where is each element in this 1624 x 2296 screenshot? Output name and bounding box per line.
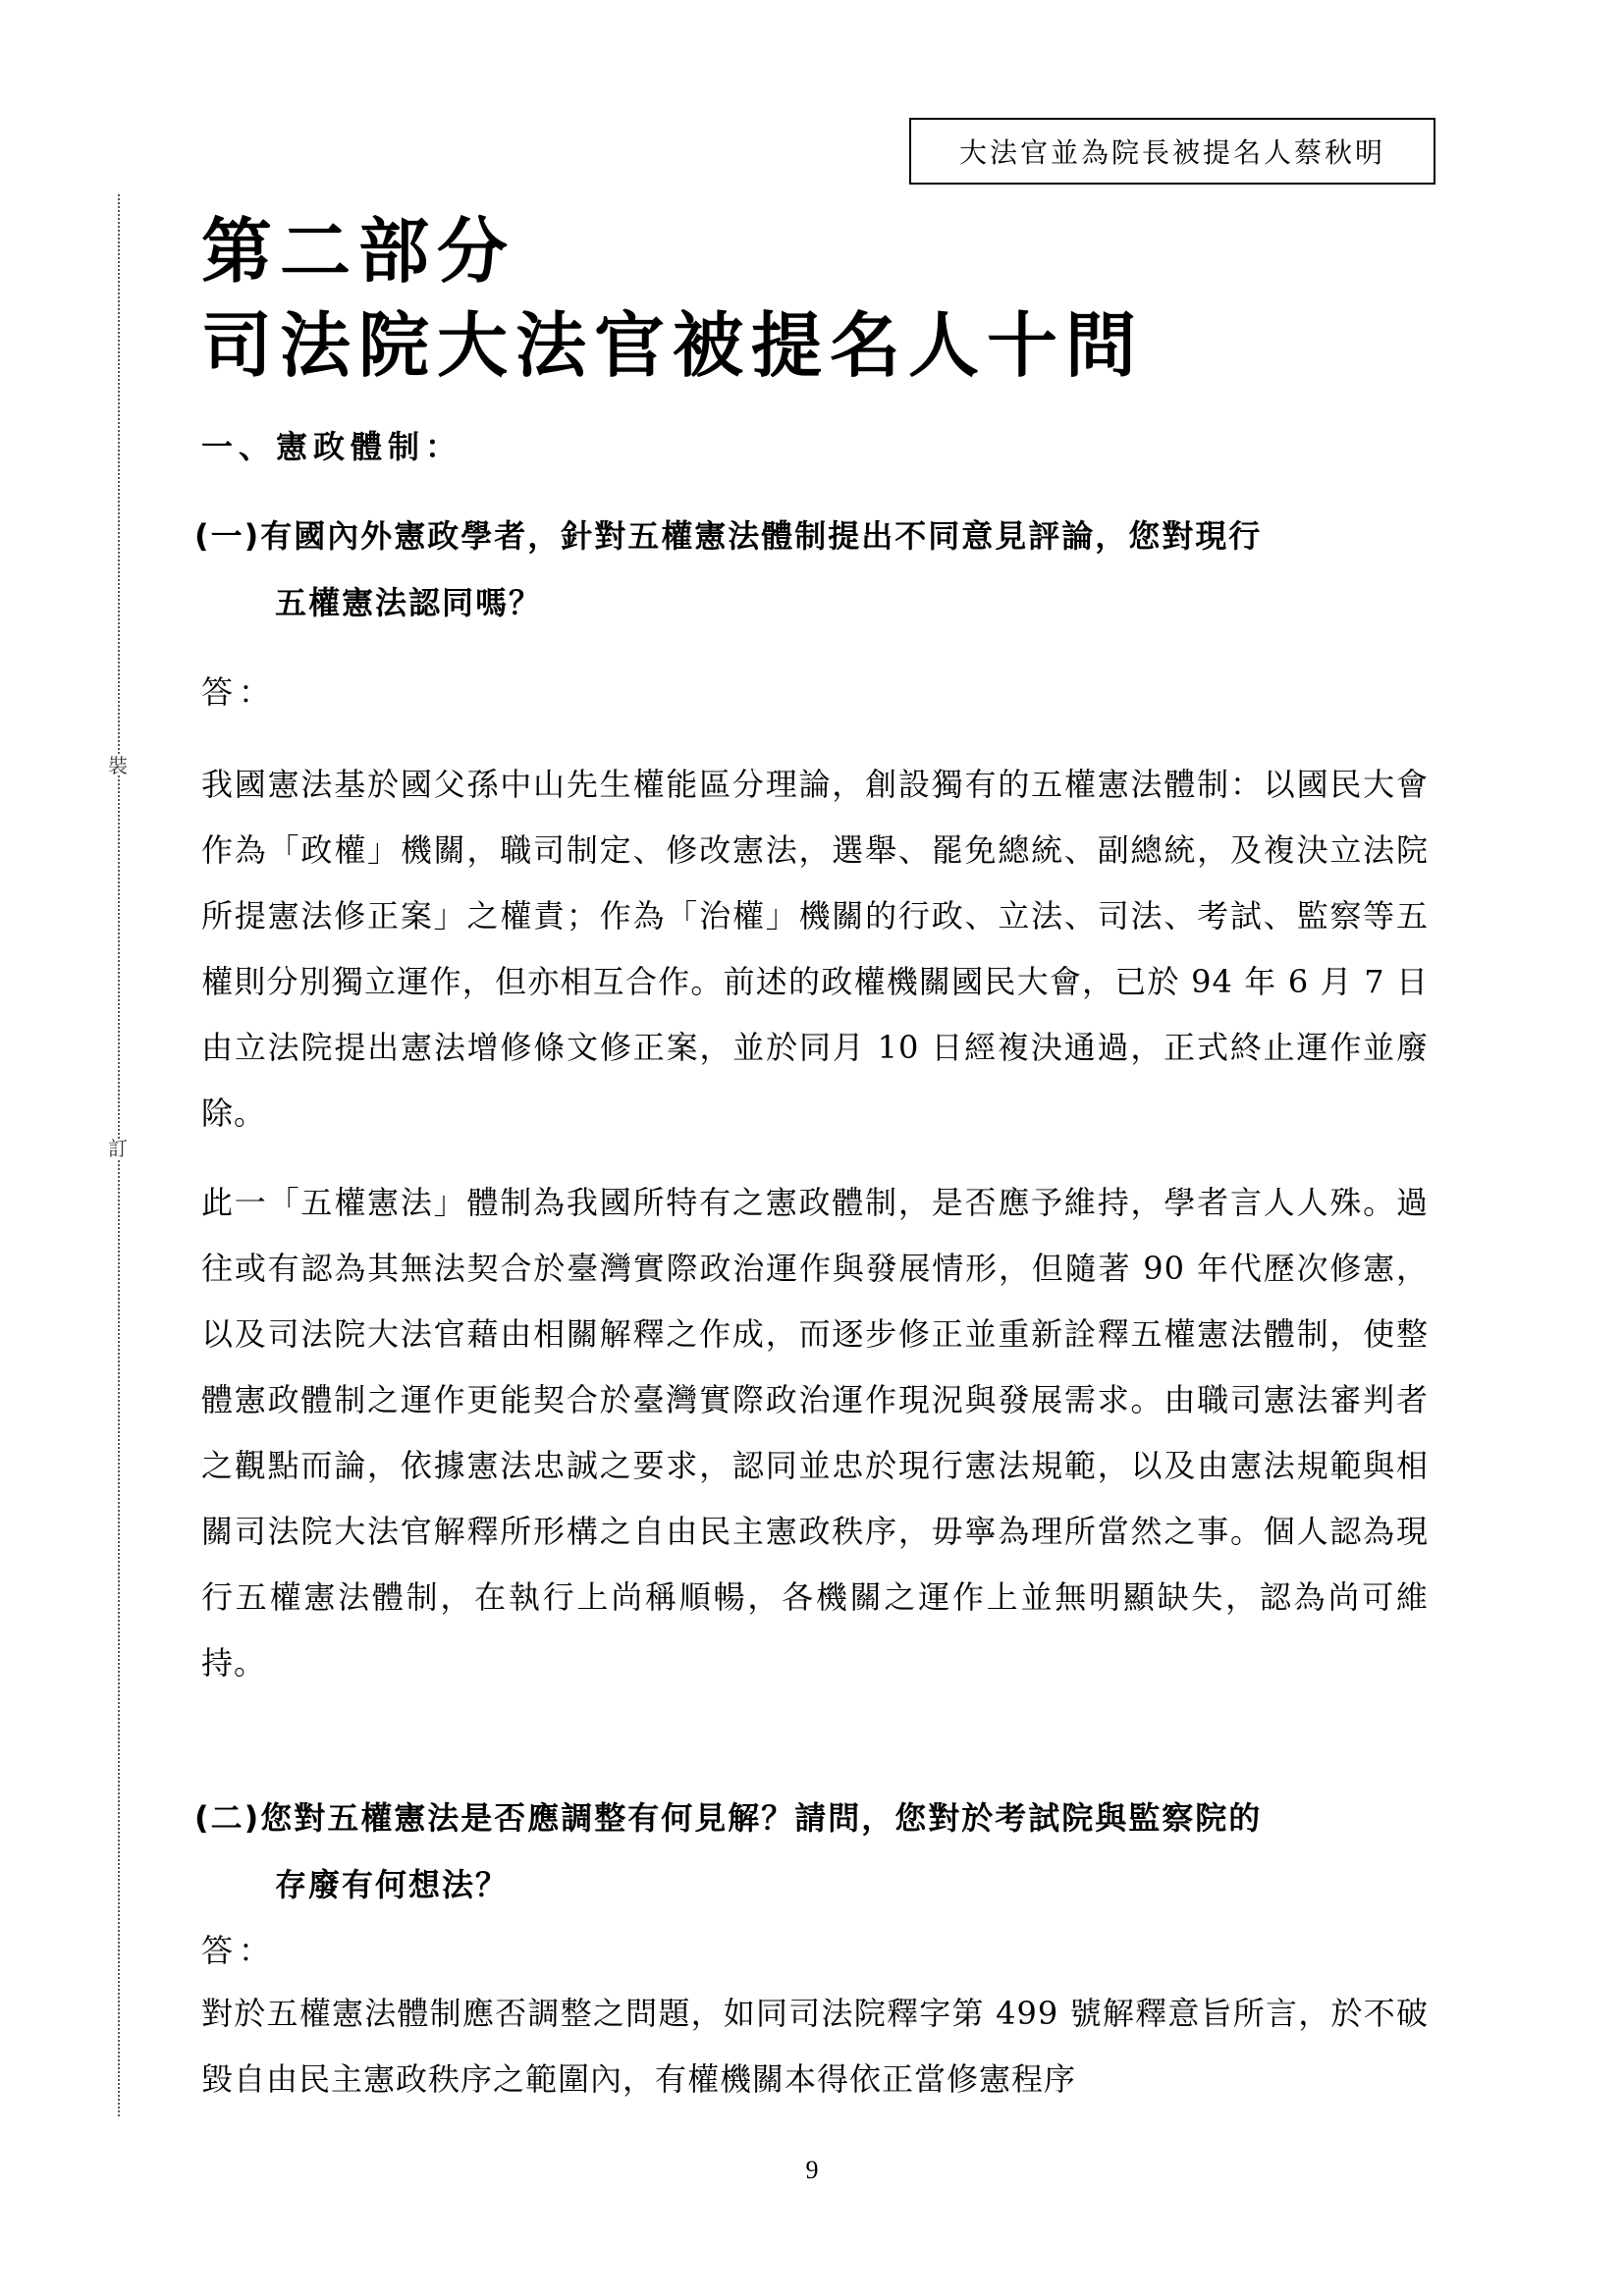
binding-mark-bottom: 訂 [108,1137,128,1160]
page-number: 9 [805,2156,819,2184]
question-1 [194,503,1430,636]
section-heading: 一、憲政體制： [201,428,463,465]
question-1-line-1: (一)有國內外憲政學者，針對五權憲法體制提出不同意見評論，您對現行 [194,517,1263,555]
answer-label-1: 答： [201,673,277,711]
nominee-header-box: 大法官並為院長被提名人蔡秋明 [909,118,1435,185]
document-title: 司法院大法官被提名人十問 [201,304,1145,387]
question-2-line-2: 存廢有何想法？ [275,1866,510,1903]
part-title: 第二部分 [201,210,516,293]
binding-mark-top: 裝 [108,754,128,777]
answer-1-paragraph-1: 我國憲法基於國父孫中山先生權能區分理論，創設獨有的五權憲法體制：以國民大會作為「政權」機關，職司制定、修改憲法，選舉、罷免總統、副總統，及複決立法院所提憲法修正案」之權責；作為「治權」機關的行政、立法、司法、考試、監察等五權則分別獨立運作，但亦相互合作。前述的政權機關國民大會，已於 94 年 6 月 7 日由立法院提出憲法增修條文修正案，並於同月 10 日經複決通過，正式終止運作並廢除。 [201,766,1429,1132]
answer-2-paragraph-1: 對於五權憲法體制應否調整之問題，如同司法院釋字第 499 號解釋意旨所言，於不破毀自由民主憲政秩序之範圍內，有權機關本得依正當修憲程序 [201,1995,1429,2098]
answer-label-2: 答： [201,1932,277,1969]
question-1-line-2: 五權憲法認同嗎？ [275,584,543,621]
answer-1-paragraph-2: 此一「五權憲法」體制為我國所特有之憲政體制，是否應予維持，學者言人人殊。過往或有認為其無法契合於臺灣實際政治運作與發展情形，但隨著 90 年代歷次修憲，以及司法院大法官藉由相關解釋之作成，而逐步修正並重新詮釋五權憲法體制，使整體憲政體制之運作更能契合於臺灣實際政治運作現況與發展需求。由職司憲法審判者之觀點而論，依據憲法忠誠之要求，認同並忠於現行憲法規範，以及由憲法規範與相關司法院大法官解釋所形構之自由民主憲政秩序，毋寧為理所當然之事。個人認為現行五權憲法體制，在執行上尚稱順暢，各機關之運作上並無明顯缺失，認為尚可維持。 [201,1184,1429,1682]
question-2-line-1: (二)您對五權憲法是否應調整有何見解？請問，您對於考試院與監察院的 [194,1799,1263,1837]
question-2 [194,1785,1430,1918]
